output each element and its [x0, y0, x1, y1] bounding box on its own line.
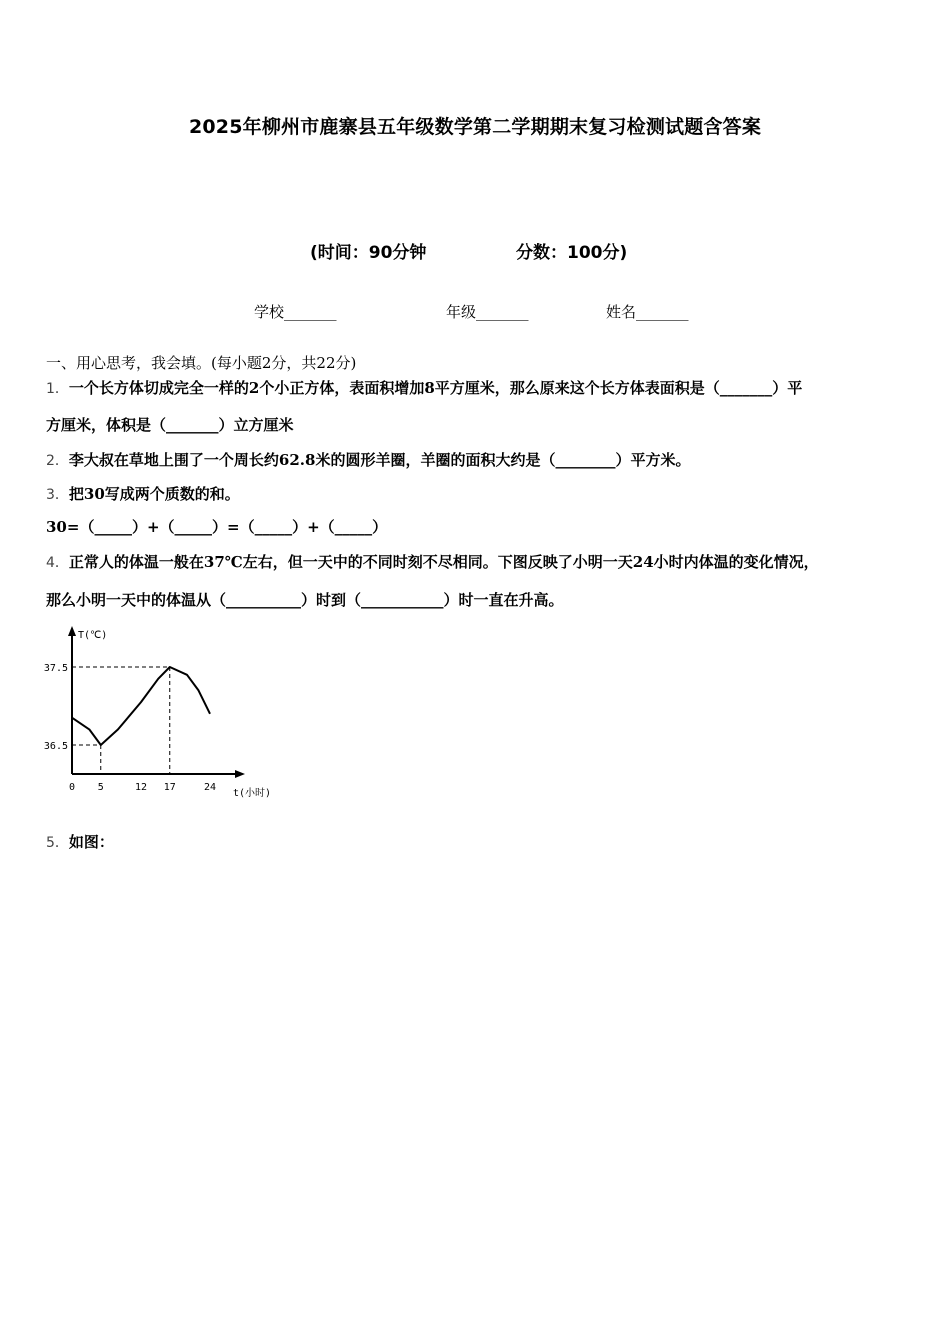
question-text: 李大叔在草地上围了一个周长约62.8米的圆形羊圈，羊圈的面积大约是（________）平方米。 [68, 451, 691, 469]
question-3-line-2: 30=（_____）+（_____）=（_____）+（_____） [46, 518, 388, 536]
question-text: 把30写成两个质数的和。 [68, 485, 240, 503]
x-axis-label: t(小时) [233, 788, 272, 799]
question-2 [46, 449, 690, 470]
question-4-line-1 [46, 551, 819, 572]
x-axis-arrow [235, 770, 245, 778]
question-text: 正常人的体温一般在37℃左右，但一天中的不同时刻不尽相同。下图反映了小明一天24小时内体温的变化情况， [68, 553, 819, 571]
question-number: 3． [46, 487, 69, 503]
name-field[interactable]: 姓名_______ [606, 303, 689, 321]
temperature-curve [72, 667, 210, 745]
question-text: 一个长方体切成完全一样的2个小正方体，表面积增加8平方厘米，那么原来这个长方体表面积是（_______）平 [68, 379, 803, 397]
question-number: 2． [46, 453, 69, 469]
page-title: 2025年柳州市鹿寨县五年级数学第二学期期末复习检测试题含答案 [188, 116, 762, 138]
y-axis-arrow [68, 626, 76, 636]
y-tick-label: 36.5 [43, 741, 68, 752]
question-1-line-2: 方厘米，体积是（_______）立方厘米 [46, 416, 294, 434]
x-tick-label: 12 [134, 782, 148, 793]
question-number: 1． [46, 381, 69, 397]
x-tick-label: 0 [68, 782, 76, 793]
y-axis-label: T(℃) [78, 630, 108, 641]
question-4-line-2: 那么小明一天中的体温从（__________）时到（___________）时一直在升高。 [46, 591, 564, 609]
question-5 [46, 831, 114, 852]
x-tick-label: 17 [163, 782, 176, 793]
question-text: 如图： [68, 833, 114, 851]
question-number: 5． [46, 835, 69, 851]
temperature-chart [40, 622, 280, 807]
x-tick-label: 24 [203, 782, 217, 793]
time-info: (时间：90分钟 [310, 243, 427, 263]
grade-field[interactable]: 年级_______ [446, 303, 529, 321]
x-tick-label: 5 [97, 782, 104, 793]
school-field[interactable]: 学校_______ [254, 303, 337, 321]
question-3-line-1 [46, 483, 240, 504]
y-tick-label: 37.5 [43, 663, 68, 674]
question-1-line-1 [46, 377, 802, 398]
question-number: 4． [46, 555, 69, 571]
section-heading: 一、用心思考，我会填。(每小题2分，共22分) [46, 354, 357, 372]
score-info: 分数：100分) [516, 243, 628, 263]
